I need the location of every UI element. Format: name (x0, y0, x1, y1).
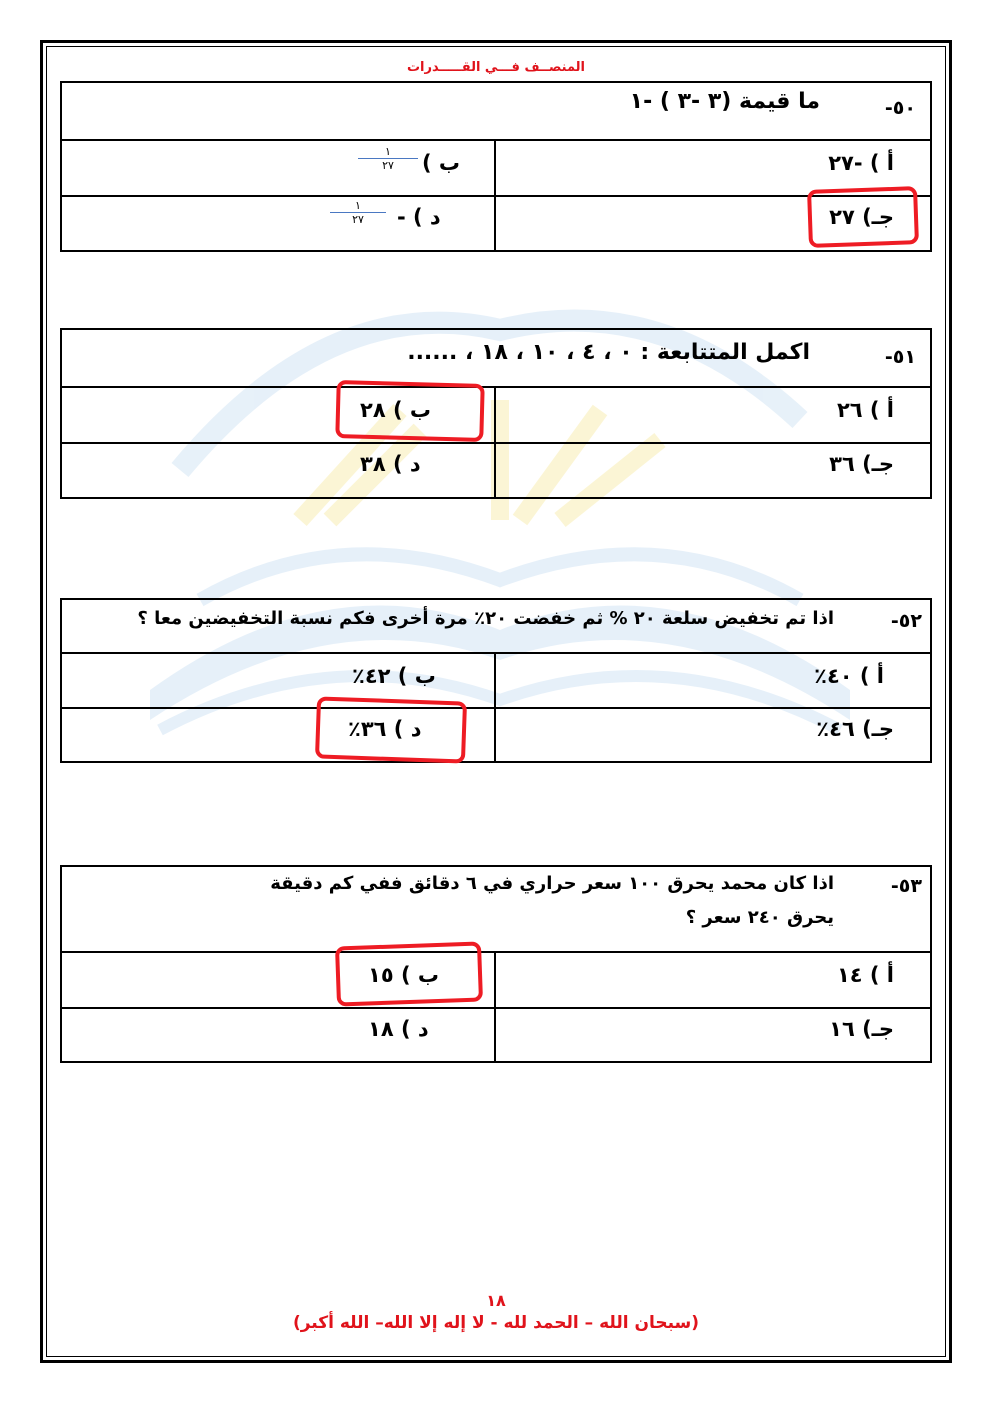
fraction-denominator: ٢٧ (352, 213, 364, 226)
option-c-cell[interactable] (494, 444, 930, 497)
option-b-fraction (358, 145, 418, 172)
option-c-cell[interactable] (494, 709, 930, 761)
option-d: د ) ٣٨ (360, 452, 421, 476)
question-number: ٥١- (884, 346, 916, 368)
question-table-53 (60, 865, 932, 1063)
answer-mark-circle (335, 380, 484, 442)
option-b: ب ) ٤٢٪ (352, 664, 436, 688)
question-text: ما قيمة (٣ -٣ ) -١ (629, 89, 820, 114)
question-header (62, 867, 930, 953)
option-a-cell[interactable] (494, 654, 930, 707)
option-d: د ) - (397, 205, 441, 229)
fraction-denominator: ٢٧ (382, 159, 394, 172)
option-d-cell[interactable] (62, 444, 496, 497)
option-a-cell[interactable] (494, 141, 930, 195)
options-row (62, 197, 930, 250)
option-d-cell[interactable] (62, 1009, 496, 1063)
options-row (62, 953, 930, 1009)
question-text: اذا تم تخفيض سلعة ٢٠ % ثم خفضت ٢٠٪ مرة أخرى فكم نسبة التخفيضين معا ؟ (137, 608, 834, 629)
option-a: أ ) ٤٠٪ (814, 664, 884, 688)
option-b-cell[interactable] (62, 654, 496, 707)
answer-mark-circle (807, 186, 919, 248)
options-row (62, 444, 930, 497)
option-d-cell[interactable] (62, 197, 496, 250)
option-a-cell[interactable] (494, 388, 930, 442)
footer-dhikr: (سبحان الله – الحمد لله - لا إله إلا الله– الله أكبر) (292, 1313, 700, 1333)
answer-mark-circle (335, 941, 483, 1006)
option-d-fraction (330, 199, 386, 226)
options-row (62, 388, 930, 444)
question-number: ٥٠- (884, 97, 916, 119)
option-a-cell[interactable] (494, 953, 930, 1007)
question-number: ٥٢- (890, 610, 922, 632)
option-b: ب ) (422, 151, 461, 175)
page-header-title: المنصــف فـــي القـــــدرات (406, 60, 585, 75)
options-row (62, 709, 930, 761)
question-header (62, 330, 930, 388)
fraction-numerator: ١ (385, 145, 391, 158)
question-table-51 (60, 328, 932, 499)
option-a: أ ) -٢٧ (828, 151, 894, 175)
question-header (62, 83, 930, 141)
option-c: جـ) ١٦ (829, 1017, 894, 1041)
option-c-cell[interactable] (494, 1009, 930, 1063)
option-d: د ) ١٨ (368, 1017, 429, 1041)
option-c: جـ) ٤٦٪ (816, 717, 894, 741)
question-table-52 (60, 598, 932, 763)
options-row (62, 1009, 930, 1063)
option-b: ب ) ١٥ (368, 963, 439, 987)
option-b-cell[interactable] (62, 141, 496, 195)
option-d: د ) ٣٦٪ (348, 717, 422, 741)
options-row (62, 654, 930, 709)
option-a: أ ) ١٤ (836, 963, 894, 987)
question-text: اكمل المتتابعة : ٠ ، ٤ ، ١٠ ، ١٨ ، ...... (407, 340, 810, 365)
question-text-line2: يحرق ٢٤٠ سعر ؟ (685, 907, 834, 928)
question-table-50 (60, 81, 932, 252)
options-row (62, 141, 930, 197)
question-header (62, 600, 930, 654)
option-b: ب ) ٢٨ (360, 398, 431, 422)
option-c: جـ) ٢٧ (829, 205, 894, 229)
answer-mark-circle (315, 696, 467, 763)
option-a: أ ) ٢٦ (836, 398, 894, 422)
page-number: ١٨ (486, 1291, 506, 1310)
question-text: اذا كان محمد يحرق ١٠٠ سعر حراري في ٦ دقائق ففي كم دقيقة (270, 873, 834, 894)
question-number: ٥٣- (890, 875, 922, 897)
fraction-numerator: ١ (355, 199, 361, 212)
option-c: جـ) ٣٦ (829, 452, 894, 476)
